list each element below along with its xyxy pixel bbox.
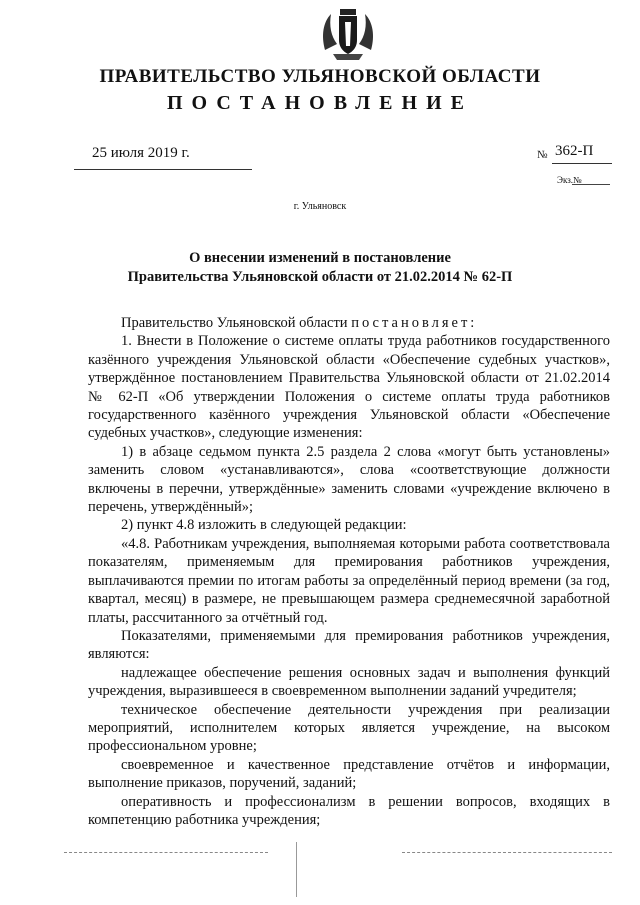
document-title [0, 249, 640, 287]
number-underline [552, 163, 612, 164]
document-number: 362-П [555, 143, 594, 159]
city: г. Ульяновск [293, 201, 347, 212]
paragraph: Показателями, применяемыми для премирования работников учреждения, являются: [88, 627, 610, 663]
number-prefix: № [537, 149, 548, 161]
paragraph [88, 314, 610, 332]
title-line-1: О внесении изменений в постановление [189, 250, 451, 266]
title-line-2: Правительства Ульяновской области от 21.02.2014 № 62-П [127, 269, 513, 285]
footer-mark [296, 842, 297, 897]
footer-line-left [64, 852, 268, 853]
paragraph: «4.8. Работникам учреждения, выполняемая которыми работа соответствовала показателям, применяемым для премирования работников учреждения, выплачиваются премии по итогам работы за определённый период времени (за год, квартал, месяц) в размере, не превышающем размера среднемесячной заработной платы, рассчитанного за отчётный год. [88, 535, 610, 626]
paragraph: 1) в абзаце седьмом пункта 2.5 раздела 2 слова «могут быть установлены» заменить словом «устанавливаются», слова «соответствующие должности включены в перечни, утверждённые» заменить словами «учреждение включено в перечень, утверждённый»; [88, 443, 610, 516]
coat-of-arms-icon [319, 6, 377, 64]
paragraph: 2) пункт 4.8 изложить в следующей редакции: [121, 517, 407, 534]
paragraph: 1. Внести в Положение о системе оплаты труда работников государственного казённого учреждения Ульяновской области «Обеспечение судебных участков», утверждённое постановлением Правительства Ульяновской области от 21.02.2014 № 62-П «Об утверждении Положения о системе оплаты труда работников государственного казённого учреждения Ульяновской области «Обеспечение судебных участков», следующие изменения: [88, 333, 610, 442]
copy-number-label: Экз.№ [557, 175, 582, 185]
document-type: ПОСТАНОВЛЕНИЕ [167, 92, 473, 114]
organization-name: ПРАВИТЕЛЬСТВО УЛЬЯНОВСКОЙ ОБЛАСТИ [99, 66, 541, 87]
preamble-text: Правительство Ульяновской области [121, 315, 352, 331]
footer-line-right [402, 852, 612, 853]
paragraph: надлежащее обеспечение решения основных задач и выполнения функций учреждения, выразившееся в своевременном выполнении заданий учредителя; [88, 664, 610, 700]
paragraph: техническое обеспечение деятельности учреждения при реализации мероприятий, исполнителем которых является учреждение, на высоком профессиональном уровне; [88, 701, 610, 755]
paragraph: оперативность и профессионализм в решении вопросов, входящих в компетенцию работника учреждения; [88, 793, 610, 828]
paragraph: своевременное и качественное представление отчётов и информации, выполнение приказов, поручений, заданий; [88, 756, 610, 792]
preamble-verb: постановляет: [351, 315, 478, 331]
date-underline [74, 169, 252, 170]
document-body [88, 314, 610, 829]
copy-number-line [572, 184, 610, 185]
document-date: 25 июля 2019 г. [92, 145, 190, 161]
